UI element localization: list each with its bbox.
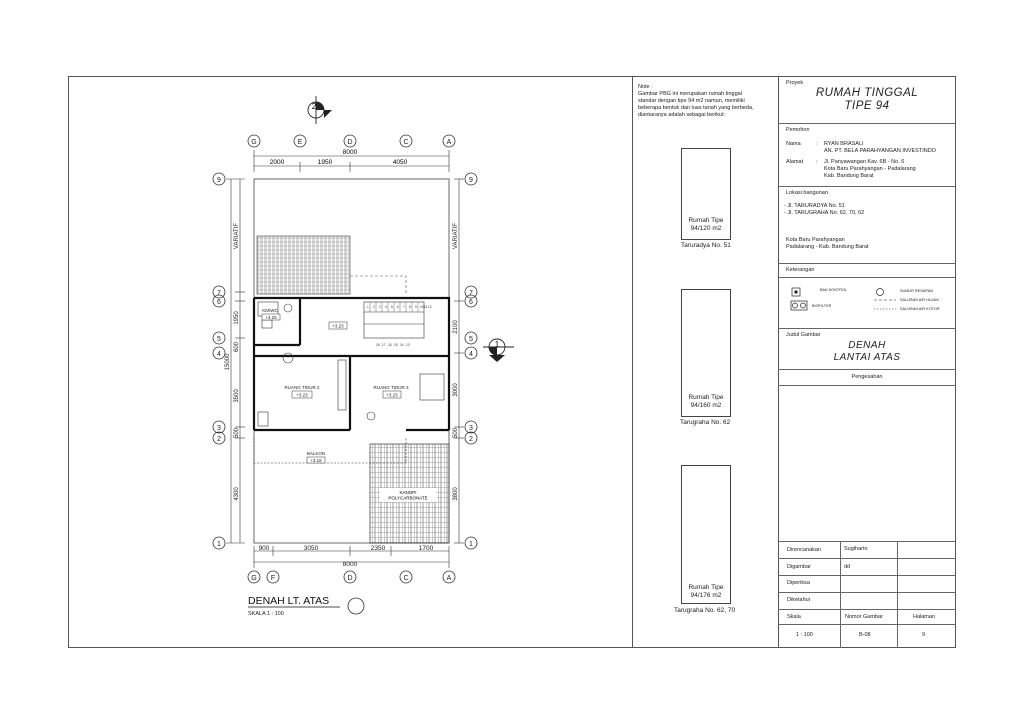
svg-text:VARIATIF: VARIATIF — [453, 222, 459, 250]
nomor-label: Nomor Gambar — [845, 614, 883, 620]
svg-text:18: 18 — [376, 343, 380, 347]
pemohon-label: Pemohon — [786, 127, 810, 133]
dim-overall-top: 8000 — [342, 149, 358, 156]
dim-top: 2000 — [269, 159, 285, 166]
legend-hujan-label: SALURAN AIR HUJAN — [900, 298, 939, 302]
svg-text:8: 8 — [409, 305, 411, 309]
svg-text:5: 5 — [217, 336, 221, 343]
svg-text:VARIATIF: VARIATIF — [234, 222, 240, 250]
biofilter-icon — [791, 301, 807, 310]
svg-text:14: 14 — [400, 343, 404, 347]
svg-text:3: 3 — [217, 425, 221, 432]
svg-text:3: 3 — [469, 425, 473, 432]
svg-text:5: 5 — [391, 305, 393, 309]
svg-text:1: 1 — [367, 305, 369, 309]
svg-text:3000: 3000 — [453, 383, 459, 397]
alamat-value: Jl. Panyawangan Kav. 6B - No. 6 — [824, 159, 905, 165]
svg-text:6: 6 — [469, 299, 473, 306]
halaman-value: 9 — [922, 632, 926, 638]
alamat-label: Alamat — [786, 159, 804, 165]
plan-scale: SKALA 1 : 100 — [248, 611, 284, 617]
svg-text:15: 15 — [394, 343, 398, 347]
svg-text:G: G — [251, 575, 257, 582]
dim-top: 4050 — [392, 159, 408, 166]
note-line: diantaranya adalah sebagai berikut: — [638, 112, 726, 118]
svg-text:600: 600 — [234, 341, 240, 353]
axis-label: D — [347, 139, 353, 146]
kanopi-label-line: KANOPI — [399, 490, 417, 495]
svg-text:2: 2 — [469, 436, 473, 443]
svg-text:12: 12 — [428, 305, 432, 309]
svg-text:6: 6 — [217, 299, 221, 306]
svg-text:500: 500 — [453, 427, 459, 439]
alamat-value: Kab. Bandung Barat — [824, 173, 874, 179]
proyek-label: Proyek — [786, 80, 804, 86]
skala-value: 1 : 100 — [796, 632, 813, 638]
svg-text:6: 6 — [397, 305, 399, 309]
svg-text:9: 9 — [217, 177, 221, 184]
legend-biofilter-label: BIOFILTER — [812, 304, 832, 308]
dim-bottom: 1700 — [418, 545, 434, 552]
note-heading: Note : — [638, 84, 653, 90]
skala-label: Skala — [787, 614, 801, 620]
svg-text:7: 7 — [403, 305, 405, 309]
hall-level: +3.23 — [332, 323, 344, 329]
svg-text:4: 4 — [217, 351, 221, 358]
drawing-title: DENAH — [848, 340, 886, 351]
section-marker-2 — [308, 96, 332, 124]
legend-bak-label: BAK KONTROL — [820, 288, 848, 292]
svg-text:A: A — [446, 575, 452, 582]
svg-text:3500: 3500 — [234, 389, 240, 403]
kota-value: Padalarang - Kab. Bandung Barat — [786, 244, 869, 250]
svg-text:16: 16 — [388, 343, 392, 347]
dim-overall-bottom: 8000 — [342, 561, 358, 568]
svg-text:2: 2 — [373, 305, 375, 309]
note-line: beberapa bentuk dan luas tanah yang berbeda, — [638, 105, 754, 111]
svg-text:+3.18: +3.18 — [310, 458, 322, 463]
svg-text:D: D — [347, 575, 353, 582]
svg-text:1: 1 — [494, 340, 500, 349]
room-kmwc: KM/WC — [262, 308, 278, 313]
svg-text:3: 3 — [379, 305, 381, 309]
dim-bottom: 2350 — [370, 545, 386, 552]
nama-value: RYAN BRASALI — [824, 141, 864, 147]
type-thumbnail: Rumah Tipe 94/120 m2 — [681, 148, 731, 240]
svg-text:+3.23: +3.23 — [296, 392, 308, 398]
dim-top: 1950 — [317, 159, 333, 166]
svg-text:7: 7 — [217, 290, 221, 297]
diperiksa-label: Diperiksa — [787, 580, 810, 586]
room-balkon: BALKON — [306, 451, 326, 456]
dim-bottom: 900 — [258, 545, 270, 552]
legend-kotor-label: SALURAN AIR KOTOR — [900, 307, 940, 311]
plan-title: DENAH LT. ATAS — [248, 595, 330, 607]
drawing-subtitle: LANTAI ATAS — [833, 352, 901, 363]
kota-value: Kota Baru Parahyangan — [786, 237, 845, 243]
direncanakan-label: Direncanakan — [787, 547, 821, 553]
svg-text:4: 4 — [385, 305, 387, 309]
svg-text:17: 17 — [382, 343, 386, 347]
nama-value: AN. PT. BELA PARAHYANGAN INVESTINDO — [824, 148, 936, 154]
svg-text:10: 10 — [420, 305, 424, 309]
dim-bottom: 3050 — [303, 545, 319, 552]
svg-text:5: 5 — [469, 336, 473, 343]
svg-text:C: C — [403, 575, 409, 582]
type-thumbnail: Rumah Tipe 94/160 m2 — [681, 289, 731, 417]
keterangan-label: Keterangan — [786, 267, 815, 273]
type-caption: Tarugraha No. 62, 70 — [674, 607, 736, 614]
svg-text:+3.23: +3.23 — [386, 392, 398, 398]
svg-text:11: 11 — [424, 305, 428, 309]
svg-text:4: 4 — [469, 351, 473, 358]
halaman-label: Halaman — [913, 614, 936, 620]
project-title: RUMAH TINGGAL — [815, 87, 919, 99]
type-caption: Tarugraha No. 62 — [680, 419, 731, 426]
svg-text:7: 7 — [469, 290, 473, 297]
plan-title-bubble — [348, 598, 364, 614]
alamat-value: Kota Baru Parahyangan - Padalarang — [824, 166, 916, 172]
room-tidur-3: RUANG TIDUR 3 — [373, 385, 409, 390]
sumur-resapan-icon — [877, 289, 884, 296]
svg-text:2: 2 — [217, 436, 221, 443]
type-caption: Taruradya No. 51 — [681, 242, 731, 249]
svg-text:3800: 3800 — [453, 487, 459, 501]
axis-label: G — [251, 139, 257, 146]
svg-text:1: 1 — [217, 541, 221, 548]
lokasi-label: Lokasi bangunan — [786, 190, 828, 196]
digambar-label: Digambar — [787, 564, 811, 570]
svg-text:2: 2 — [311, 102, 317, 111]
svg-text:+3.20: +3.20 — [265, 315, 277, 320]
judul-label: Judul Gambar — [786, 332, 821, 338]
project-subtitle: TIPE 94 — [844, 100, 890, 112]
svg-text:2100: 2100 — [453, 320, 459, 334]
note-line: Gambar PBG ini merupakan rumah tinggal — [638, 91, 742, 97]
axis-label: C — [403, 139, 409, 146]
svg-text:1: 1 — [469, 541, 473, 548]
note-line: standar dengan tipe 94 m2 namun, memiliki — [638, 98, 745, 104]
pengesahan-label: Pengesahan — [851, 374, 883, 380]
direncanakan-value: Sugiharto — [844, 546, 868, 552]
top-axis-grid — [248, 135, 455, 147]
lokasi-value: - Jl. TARURADYA No. 51 — [784, 203, 845, 209]
svg-text:4300: 4300 — [234, 487, 240, 501]
kanopi-label-line: POLYCARBONATE — [388, 495, 428, 501]
legend-sumur-label: SUMUR RESAPAN — [900, 289, 933, 293]
digambar-value: dd — [844, 564, 851, 570]
nama-label: Nama — [786, 141, 801, 147]
svg-text:15000: 15000 — [225, 353, 231, 371]
section-marker-1 — [483, 339, 514, 362]
axis-label: E — [297, 139, 303, 146]
svg-text:1950: 1950 — [234, 311, 240, 325]
lokasi-value: - Jl. TARUGRAHA No. 62, 70, 62 — [784, 210, 865, 216]
type-thumbnail: Rumah Tipe 94/176 m2 — [681, 465, 731, 604]
room-tidur-2: RUANG TIDUR 2 — [284, 385, 320, 390]
axis-label: A — [446, 139, 452, 146]
svg-text:9: 9 — [415, 305, 417, 309]
svg-text:13: 13 — [406, 343, 410, 347]
nomor-value: B-08 — [859, 632, 871, 638]
svg-text:9: 9 — [469, 177, 473, 184]
svg-text:F: F — [270, 575, 276, 582]
svg-text:500: 500 — [234, 427, 240, 439]
diketahui-label: Diketahui — [787, 597, 810, 603]
